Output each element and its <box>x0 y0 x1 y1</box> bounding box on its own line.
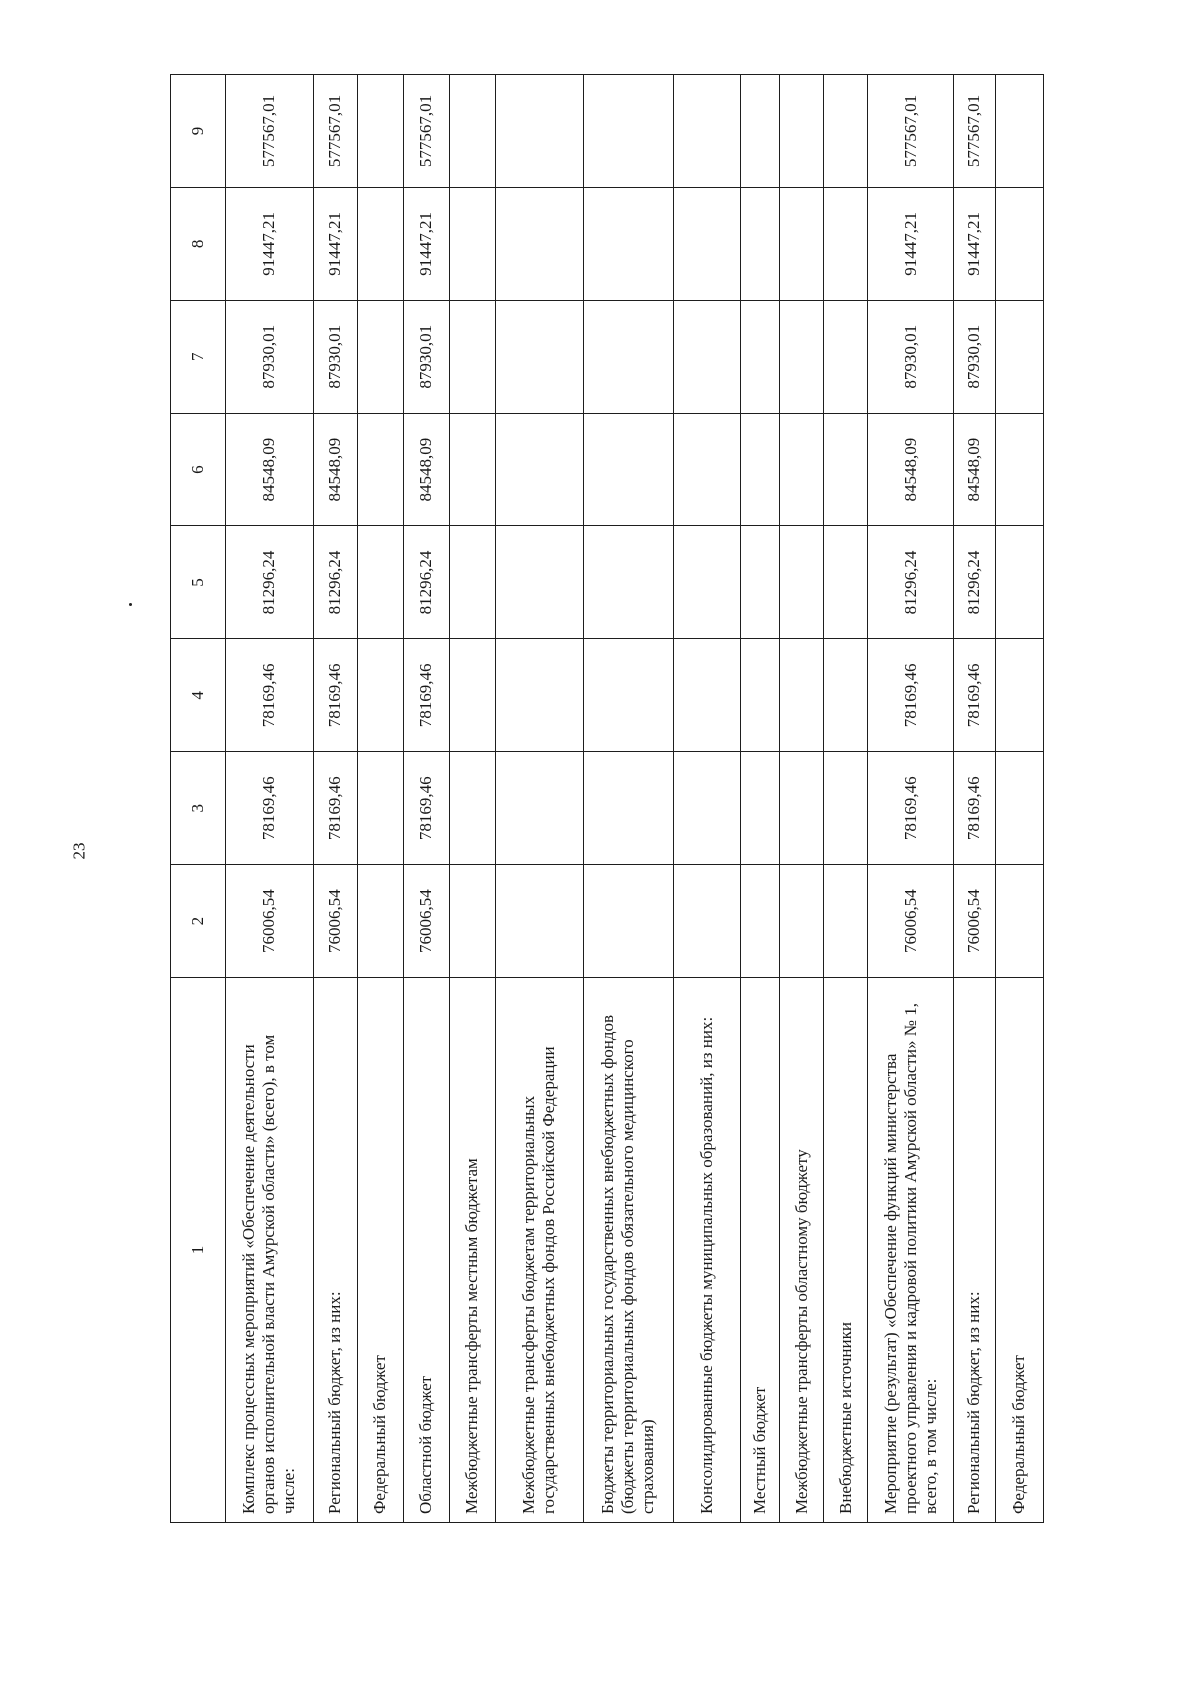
value-cell: 78169,46 <box>953 639 995 752</box>
value-cell <box>824 300 868 413</box>
row-label: Мероприятие (результат) «Обеспечение функций министерства проектного управления и кадровой политики Амурской области» № 1, всего, в том числе: <box>868 978 954 1523</box>
value-cell: 87930,01 <box>403 300 449 413</box>
value-cell: 78169,46 <box>226 639 314 752</box>
value-cell: 84548,09 <box>868 413 954 526</box>
row-label: Консолидированные бюджеты муниципальных образований, из них: <box>673 978 740 1523</box>
row-label: Областной бюджет <box>403 978 449 1523</box>
value-cell <box>824 75 868 188</box>
value-cell <box>357 752 403 865</box>
value-cell: 87930,01 <box>953 300 995 413</box>
value-cell <box>495 300 583 413</box>
rotated-table-sheet <box>170 75 1044 1523</box>
value-cell <box>780 75 824 188</box>
value-cell <box>780 752 824 865</box>
value-cell <box>824 752 868 865</box>
table-row <box>583 75 673 1523</box>
value-cell <box>824 639 868 752</box>
table-row <box>824 75 868 1523</box>
page-number-text: 23 <box>69 842 88 860</box>
value-cell <box>740 865 780 978</box>
value-cell: 84548,09 <box>403 413 449 526</box>
table-row <box>357 75 403 1523</box>
value-cell: 76006,54 <box>313 865 357 978</box>
value-cell: 577567,01 <box>403 75 449 188</box>
value-cell <box>495 865 583 978</box>
row-label: Региональный бюджет, из них: <box>313 978 357 1523</box>
value-cell: 91447,21 <box>313 187 357 300</box>
value-cell: 78169,46 <box>226 752 314 865</box>
value-cell: 91447,21 <box>868 187 954 300</box>
column-header: 3 <box>171 752 226 865</box>
value-cell: 78169,46 <box>953 752 995 865</box>
row-label: Внебюджетные источники <box>824 978 868 1523</box>
table-body <box>226 75 1044 1523</box>
table-header-row <box>171 75 226 1523</box>
table-row <box>495 75 583 1523</box>
table-row <box>780 75 824 1523</box>
value-cell <box>583 413 673 526</box>
row-label: Межбюджетные трансферты областному бюджету <box>780 978 824 1523</box>
row-label: Комплекс процессных мероприятий «Обеспечение деятельности органов исполнительной власти Амурской области» (всего), в том числе: <box>226 978 314 1523</box>
column-header: 2 <box>171 865 226 978</box>
value-cell <box>357 639 403 752</box>
value-cell <box>995 752 1043 865</box>
value-cell: 78169,46 <box>313 752 357 865</box>
value-cell <box>673 75 740 188</box>
page-number <box>64 836 94 866</box>
column-header: 7 <box>171 300 226 413</box>
value-cell: 78169,46 <box>868 752 954 865</box>
value-cell <box>995 75 1043 188</box>
value-cell: 91447,21 <box>953 187 995 300</box>
column-header: 4 <box>171 639 226 752</box>
column-header: 5 <box>171 526 226 639</box>
value-cell <box>357 75 403 188</box>
value-cell <box>995 639 1043 752</box>
value-cell: 577567,01 <box>953 75 995 188</box>
value-cell <box>780 526 824 639</box>
value-cell: 78169,46 <box>313 639 357 752</box>
value-cell: 91447,21 <box>226 187 314 300</box>
value-cell <box>495 413 583 526</box>
table-row <box>449 75 495 1523</box>
value-cell <box>449 639 495 752</box>
value-cell <box>673 526 740 639</box>
table-row <box>995 75 1043 1523</box>
value-cell <box>824 526 868 639</box>
column-header: 8 <box>171 187 226 300</box>
value-cell <box>449 75 495 188</box>
row-label: Местный бюджет <box>740 978 780 1523</box>
value-cell <box>495 752 583 865</box>
table-row <box>403 75 449 1523</box>
value-cell: 81296,24 <box>313 526 357 639</box>
value-cell: 81296,24 <box>403 526 449 639</box>
value-cell <box>495 187 583 300</box>
row-label: Федеральный бюджет <box>357 978 403 1523</box>
value-cell <box>740 639 780 752</box>
value-cell <box>673 752 740 865</box>
value-cell <box>583 752 673 865</box>
value-cell <box>740 526 780 639</box>
value-cell <box>449 187 495 300</box>
value-cell <box>673 639 740 752</box>
value-cell <box>780 187 824 300</box>
value-cell <box>780 865 824 978</box>
value-cell: 577567,01 <box>313 75 357 188</box>
value-cell <box>583 300 673 413</box>
value-cell: 577567,01 <box>868 75 954 188</box>
row-label: Межбюджетные трансферты бюджетам территориальных государственных внебюджетных фондов Российской Федерации <box>495 978 583 1523</box>
value-cell <box>740 413 780 526</box>
value-cell: 84548,09 <box>226 413 314 526</box>
value-cell <box>583 187 673 300</box>
value-cell <box>495 526 583 639</box>
value-cell <box>357 413 403 526</box>
row-label: Федеральный бюджет <box>995 978 1043 1523</box>
column-header: 9 <box>171 75 226 188</box>
value-cell <box>449 413 495 526</box>
value-cell <box>995 187 1043 300</box>
value-cell <box>449 865 495 978</box>
value-cell <box>357 187 403 300</box>
value-cell: 87930,01 <box>313 300 357 413</box>
value-cell: 81296,24 <box>868 526 954 639</box>
value-cell <box>995 865 1043 978</box>
value-cell <box>673 413 740 526</box>
value-cell: 84548,09 <box>953 413 995 526</box>
value-cell <box>780 639 824 752</box>
column-header: 1 <box>171 978 226 1523</box>
value-cell: 84548,09 <box>313 413 357 526</box>
value-cell <box>357 526 403 639</box>
value-cell <box>673 300 740 413</box>
value-cell <box>780 413 824 526</box>
value-cell <box>449 526 495 639</box>
value-cell: 87930,01 <box>868 300 954 413</box>
value-cell: 76006,54 <box>953 865 995 978</box>
value-cell: 78169,46 <box>868 639 954 752</box>
value-cell <box>824 413 868 526</box>
value-cell <box>357 865 403 978</box>
value-cell: 76006,54 <box>403 865 449 978</box>
table-row <box>953 75 995 1523</box>
value-cell <box>583 526 673 639</box>
row-label: Региональный бюджет, из них: <box>953 978 995 1523</box>
value-cell <box>583 865 673 978</box>
value-cell: 78169,46 <box>403 639 449 752</box>
value-cell <box>449 752 495 865</box>
table-row <box>226 75 314 1523</box>
value-cell: 81296,24 <box>226 526 314 639</box>
value-cell: 76006,54 <box>868 865 954 978</box>
value-cell: 87930,01 <box>226 300 314 413</box>
row-label: Бюджеты территориальных государственных внебюджетных фондов (бюджеты территориальных фондов обязательного медицинского страхования) <box>583 978 673 1523</box>
table-row <box>313 75 357 1523</box>
budget-table <box>170 74 1044 1523</box>
table-row <box>740 75 780 1523</box>
value-cell <box>740 752 780 865</box>
value-cell: 91447,21 <box>403 187 449 300</box>
value-cell <box>583 75 673 188</box>
value-cell: 76006,54 <box>226 865 314 978</box>
value-cell: 78169,46 <box>403 752 449 865</box>
row-label: Межбюджетные трансферты местным бюджетам <box>449 978 495 1523</box>
value-cell <box>780 300 824 413</box>
value-cell <box>495 75 583 188</box>
scan-dot <box>129 603 132 606</box>
value-cell <box>583 639 673 752</box>
table-row <box>868 75 954 1523</box>
value-cell <box>357 300 403 413</box>
value-cell: 577567,01 <box>226 75 314 188</box>
value-cell <box>673 187 740 300</box>
value-cell <box>673 865 740 978</box>
column-header: 6 <box>171 413 226 526</box>
value-cell <box>995 413 1043 526</box>
value-cell <box>824 865 868 978</box>
value-cell <box>740 300 780 413</box>
value-cell <box>995 300 1043 413</box>
value-cell <box>995 526 1043 639</box>
value-cell <box>824 187 868 300</box>
value-cell <box>449 300 495 413</box>
value-cell <box>740 75 780 188</box>
value-cell <box>740 187 780 300</box>
value-cell <box>495 639 583 752</box>
value-cell: 81296,24 <box>953 526 995 639</box>
table-row <box>673 75 740 1523</box>
